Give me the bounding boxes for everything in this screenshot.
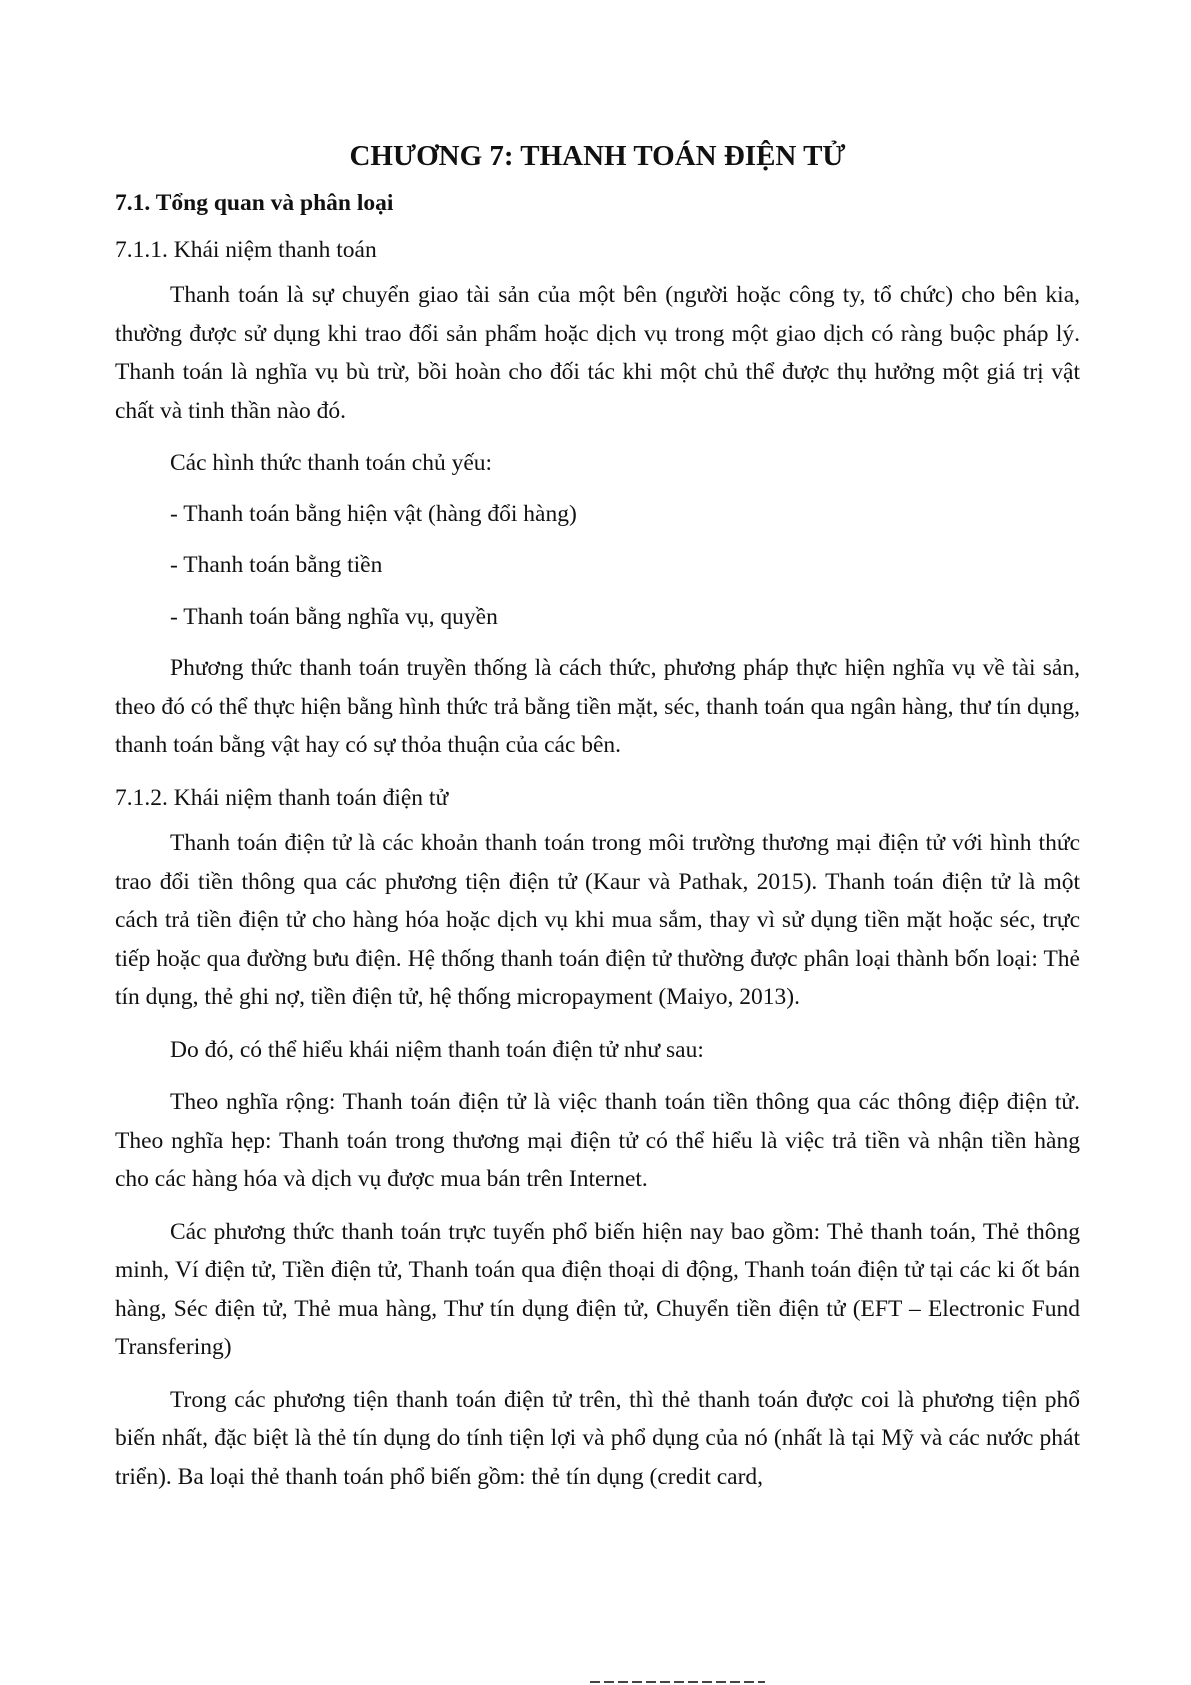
subsection-heading-7-1-2: 7.1.2. Khái niệm thanh toán điện tử [115, 784, 449, 811]
paragraph-online-methods: Các phương thức thanh toán trực tuyến phổ biến hiện nay bao gồm: Thẻ thanh toán, Thẻ thông minh, Ví điện tử, Tiền điện tử, Thanh toán qua điện thoại di động, Thanh toán điện tử tại các ki ốt bán hàng, Séc điện tử, Thẻ mua hàng, Thư tín dụng điện tử, Chuyển tiền điện tử (EFT – Electronic Fund Transfering) [115, 1218, 1080, 1360]
payment-forms-intro: Các hình thức thanh toán chủ yếu: [170, 450, 493, 476]
section-heading: 7.1. Tổng quan và phân loại [115, 190, 394, 216]
paragraph-epayment-definition: Thanh toán điện tử là các khoản thanh toán trong môi trường thương mại điện tử với hình thức trao đổi tiền thông qua các phương tiện điện tử (Kaur và Pathak, 2015). Thanh toán điện tử là một cách trả tiền điện tử cho hàng hóa hoặc dịch vụ khi mua sắm, thay vì sử dụng tiền mặt hoặc séc, trực tiếp hoặc qua đường bưu điện. Hệ thống thanh toán điện tử thường được phân loại thành bốn loại: Thẻ tín dụng, thẻ ghi nợ, tiền điện tử, hệ thống micropayment (Maiyo, 2013). [115, 830, 1080, 1010]
bottom-divider [590, 1681, 765, 1683]
paragraph-payment-definition: Thanh toán là sự chuyển giao tài sản của một bên (người hoặc công ty, tổ chức) cho bên kia, thường được sử dụng khi trao đổi sản phẩm hoặc dịch vụ trong một giao dịch có ràng buộc pháp lý. Thanh toán là nghĩa vụ bù trừ, bồi hoàn cho đối tác khi một chủ thể được thụ hưởng một giá trị vật chất và tinh thần nào đó. [115, 282, 1080, 424]
document-page [115, 138, 1080, 1510]
paragraph-payment-cards: Trong các phương tiện thanh toán điện tử trên, thì thẻ thanh toán được coi là phương tiện phổ biến nhất, đặc biệt là thẻ tín dụng do tính tiện lợi và phổ dụng của nó (nhất là tại Mỹ và các nước phát triển). Ba loại thẻ thanh toán phổ biến gồm: thẻ tín dụng (credit card, [115, 1386, 1080, 1490]
list-item: - Thanh toán bằng nghĩa vụ, quyền [170, 603, 498, 630]
list-item: - Thanh toán bằng hiện vật (hàng đổi hàng) [170, 500, 577, 527]
paragraph-traditional-methods: Phương thức thanh toán truyền thống là cách thức, phương pháp thực hiện nghĩa vụ về tài sản, theo đó có thể thực hiện bằng hình thức trả bằng tiền mặt, séc, thanh toán qua ngân hàng, thư tín dụng, thanh toán bằng vật hay có sự thỏa thuận của các bên. [115, 655, 1080, 758]
list-item: - Thanh toán bằng tiền [170, 552, 383, 578]
subsection-heading-7-1-1: 7.1.1. Khái niệm thanh toán [115, 236, 377, 263]
chapter-title: CHƯƠNG 7: THANH TOÁN ĐIỆN TỬ [349, 140, 846, 172]
paragraph-concept-intro: Do đó, có thể hiểu khái niệm thanh toán điện tử như sau: [170, 1036, 704, 1063]
paragraph-broad-narrow-sense: Theo nghĩa rộng: Thanh toán điện tử là việc thanh toán tiền thông qua các thông điệp điện tử. Theo nghĩa hẹp: Thanh toán trong thương mại điện tử có thể hiểu là việc trả tiền và nhận tiền hàng cho các hàng hóa và dịch vụ được mua bán trên Internet. [115, 1089, 1080, 1192]
